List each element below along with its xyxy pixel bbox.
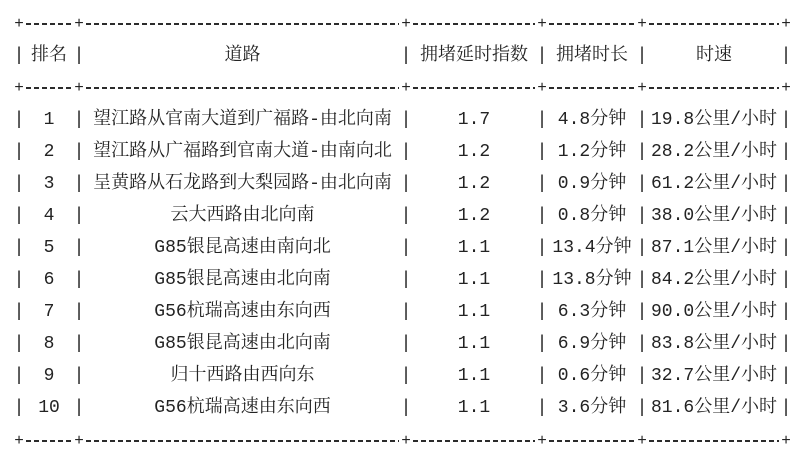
border-junction-plus: + [537,15,547,33]
table-row [0,264,806,296]
road-cell: G85银昆高速由南向北 [154,238,331,258]
column-separator-pipe: | [73,110,85,130]
column-separator-pipe: | [780,174,792,194]
column-separator-pipe: | [73,398,85,418]
border-dash-line [549,23,635,25]
column-separator-pipe: | [73,238,85,258]
table-row [0,200,806,232]
speed-cell: 32.7公里/小时 [650,366,777,386]
column-separator-pipe: | [780,110,792,130]
column-separator-pipe: | [73,270,85,290]
column-separator-pipe: | [636,334,648,354]
delay-index-cell: 1.1 [457,238,491,258]
table-header-row [0,40,806,72]
column-separator-pipe: | [13,334,25,354]
delay-index-cell: 1.2 [457,174,491,194]
speed-cell: 19.8公里/小时 [650,110,777,130]
column-separator-pipe: | [536,174,548,194]
column-separator-pipe: | [636,270,648,290]
column-separator-pipe: | [13,302,25,322]
column-separator-pipe: | [73,46,85,66]
rank-cell: 5 [43,238,55,258]
road-cell: 呈黄路从石龙路到大梨园路-由北向南 [93,174,392,194]
border-junction-plus: + [537,432,547,450]
delay-index-cell: 1.1 [457,366,491,386]
border-dash-line [549,440,635,442]
column-separator-pipe: | [780,142,792,162]
border-dash-line [26,23,72,25]
border-dash-line [649,440,779,442]
column-separator-pipe: | [13,174,25,194]
rank-cell: 2 [43,142,55,162]
column-separator-pipe: | [636,302,648,322]
column-separator-pipe: | [780,398,792,418]
border-junction-plus: + [781,15,791,33]
column-separator-pipe: | [536,206,548,226]
column-separator-pipe: | [400,334,412,354]
column-separator-pipe: | [73,174,85,194]
column-separator-pipe: | [73,142,85,162]
border-dash-line [86,23,399,25]
table-row [0,392,806,424]
column-separator-pipe: | [400,206,412,226]
duration-cell: 0.9分钟 [557,174,627,194]
road-cell: G85银昆高速由北向南 [154,270,331,290]
column-separator-pipe: | [636,46,648,66]
speed-cell: 90.0公里/小时 [650,302,777,322]
column-separator-pipe: | [400,46,412,66]
column-separator-pipe: | [636,142,648,162]
border-junction-plus: + [781,432,791,450]
column-separator-pipe: | [636,174,648,194]
column-separator-pipe: | [73,366,85,386]
table-row [0,296,806,328]
column-separator-pipe: | [636,206,648,226]
duration-cell: 6.9分钟 [557,334,627,354]
column-separator-pipe: | [780,238,792,258]
border-dash-line [413,87,535,89]
column-separator-pipe: | [400,270,412,290]
border-junction-plus: + [637,79,647,97]
delay-index-cell: 1.2 [457,142,491,162]
road-header: 道路 [224,46,261,66]
column-separator-pipe: | [536,142,548,162]
column-separator-pipe: | [780,366,792,386]
border-junction-plus: + [74,79,84,97]
column-separator-pipe: | [780,302,792,322]
column-separator-pipe: | [780,270,792,290]
delay-index-cell: 1.1 [457,302,491,322]
duration-cell: 0.8分钟 [557,206,627,226]
border-junction-plus: + [14,15,24,33]
table-header-separator [0,72,806,104]
column-separator-pipe: | [400,302,412,322]
rank-cell: 7 [43,302,55,322]
column-separator-pipe: | [636,366,648,386]
road-cell: 归十西路由西向东 [170,366,315,386]
delay-index-cell: 1.1 [457,270,491,290]
border-junction-plus: + [74,432,84,450]
border-dash-line [86,87,399,89]
speed-cell: 84.2公里/小时 [650,270,777,290]
duration-cell: 1.2分钟 [557,142,627,162]
column-separator-pipe: | [13,270,25,290]
duration-cell: 6.3分钟 [557,302,627,322]
duration-cell: 3.6分钟 [557,398,627,418]
delay-index-cell: 1.1 [457,334,491,354]
duration-header: 拥堵时长 [556,46,628,66]
column-separator-pipe: | [536,398,548,418]
column-separator-pipe: | [636,110,648,130]
column-separator-pipe: | [73,334,85,354]
delay-index-cell: 1.2 [457,206,491,226]
border-dash-line [26,440,72,442]
border-dash-line [413,23,535,25]
column-separator-pipe: | [13,238,25,258]
table-bottom-border [0,425,806,457]
column-separator-pipe: | [636,398,648,418]
road-cell: G56杭瑞高速由东向西 [154,398,331,418]
rank-cell: 9 [43,366,55,386]
column-separator-pipe: | [13,398,25,418]
column-separator-pipe: | [536,270,548,290]
delay-index-cell: 1.1 [457,398,491,418]
column-separator-pipe: | [73,206,85,226]
duration-cell: 0.6分钟 [557,366,627,386]
border-dash-line [549,87,635,89]
column-separator-pipe: | [400,238,412,258]
border-dash-line [649,87,779,89]
table-top-border [0,8,806,40]
column-separator-pipe: | [400,174,412,194]
speed-cell: 83.8公里/小时 [650,334,777,354]
table-row [0,136,806,168]
column-separator-pipe: | [400,142,412,162]
border-junction-plus: + [401,79,411,97]
border-junction-plus: + [637,432,647,450]
border-junction-plus: + [637,15,647,33]
column-separator-pipe: | [780,206,792,226]
border-junction-plus: + [537,79,547,97]
column-separator-pipe: | [536,366,548,386]
rank-cell: 1 [43,110,55,130]
rank-cell: 3 [43,174,55,194]
rank-cell: 8 [43,334,55,354]
table-row [0,360,806,392]
column-separator-pipe: | [13,46,25,66]
table-row [0,104,806,136]
speed-header: 时速 [696,46,732,66]
border-dash-line [26,87,72,89]
table-row [0,232,806,264]
rank-cell: 10 [38,398,60,418]
border-junction-plus: + [14,79,24,97]
road-cell: 望江路从广福路到官南大道-由南向北 [93,142,392,162]
column-separator-pipe: | [13,366,25,386]
delay-index-header: 拥堵延时指数 [420,46,528,66]
speed-cell: 81.6公里/小时 [650,398,777,418]
border-junction-plus: + [74,15,84,33]
column-separator-pipe: | [536,110,548,130]
border-junction-plus: + [781,79,791,97]
border-dash-line [413,440,535,442]
speed-cell: 28.2公里/小时 [650,142,777,162]
delay-index-cell: 1.7 [457,110,491,130]
duration-cell: 13.4分钟 [552,238,632,258]
column-separator-pipe: | [400,366,412,386]
road-cell: G85银昆高速由北向南 [154,334,331,354]
speed-cell: 87.1公里/小时 [650,238,777,258]
column-separator-pipe: | [400,110,412,130]
duration-cell: 4.8分钟 [557,110,627,130]
column-separator-pipe: | [13,110,25,130]
column-separator-pipe: | [536,334,548,354]
road-cell: 望江路从官南大道到广福路-由北向南 [93,110,392,130]
road-cell: G56杭瑞高速由东向西 [154,302,331,322]
rank-cell: 6 [43,270,55,290]
border-dash-line [649,23,779,25]
column-separator-pipe: | [400,398,412,418]
column-separator-pipe: | [536,238,548,258]
column-separator-pipe: | [536,302,548,322]
table-row [0,168,806,200]
rank-header: 排名 [31,46,67,66]
border-junction-plus: + [14,432,24,450]
border-junction-plus: + [401,15,411,33]
column-separator-pipe: | [536,46,548,66]
column-separator-pipe: | [780,334,792,354]
border-junction-plus: + [401,432,411,450]
rank-cell: 4 [43,206,55,226]
speed-cell: 38.0公里/小时 [650,206,777,226]
table-row [0,328,806,360]
column-separator-pipe: | [73,302,85,322]
column-separator-pipe: | [636,238,648,258]
speed-cell: 61.2公里/小时 [650,174,777,194]
border-dash-line [86,440,399,442]
duration-cell: 13.8分钟 [552,270,632,290]
road-cell: 云大西路由北向南 [170,206,315,226]
column-separator-pipe: | [13,206,25,226]
column-separator-pipe: | [13,142,25,162]
column-separator-pipe: | [780,46,792,66]
